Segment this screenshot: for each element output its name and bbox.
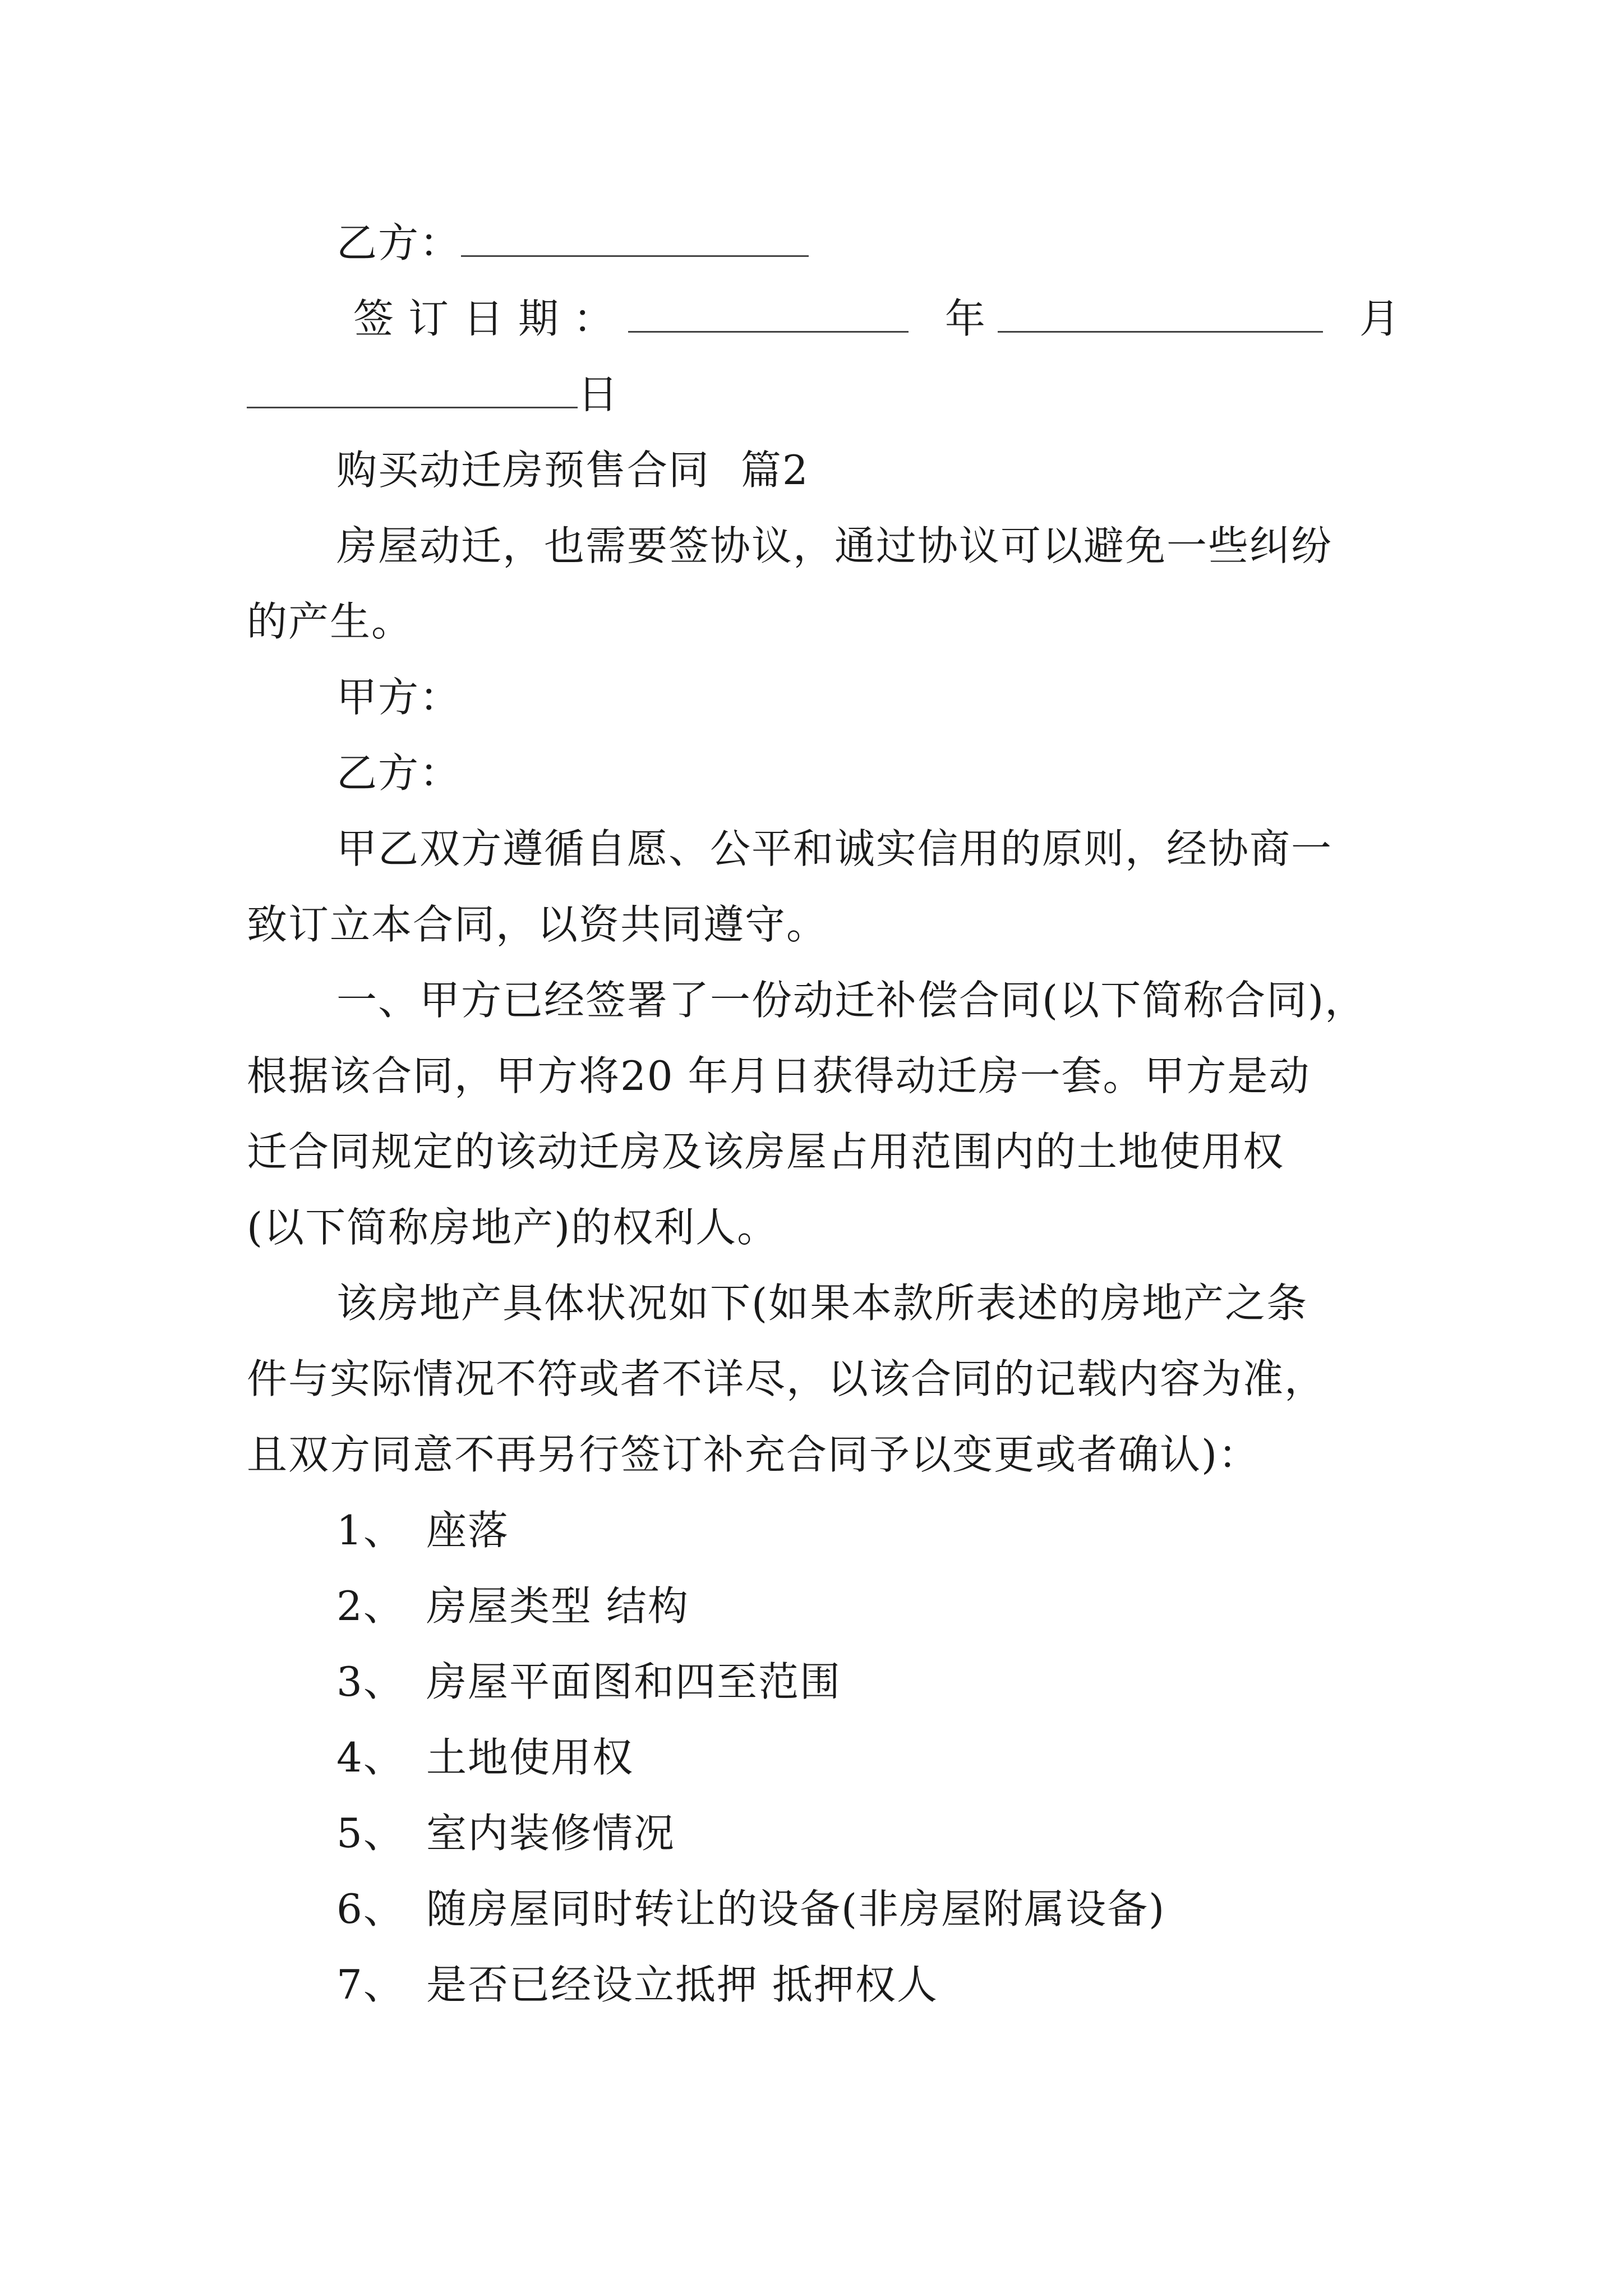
clause1-line-2: 根据该合同，甲方将20 年月日获得动迁房一套。甲方是动	[247, 1052, 1311, 1099]
list-item-text: 室内装修情况	[426, 1810, 676, 1857]
list-item-text: 随房屋同时转让的设备(非房屋附属设备)	[426, 1885, 1166, 1932]
intro-line-2: 的产生。	[247, 598, 413, 645]
signing-date-line	[353, 292, 1401, 346]
list-item-number: 6、	[336, 1885, 405, 1932]
property-desc-line-2: 件与实际情况不符或者不详尽，以该合同的记载内容为准，	[247, 1355, 1326, 1402]
party-b-blank	[461, 216, 809, 257]
list-item	[336, 1503, 509, 1557]
list-item	[336, 1655, 841, 1709]
list-item-number: 4、	[336, 1734, 405, 1781]
clause1-line-3: 迁合同规定的该动迁房及该房屋占用范围内的土地使用权	[247, 1128, 1285, 1175]
year-label: 年	[944, 295, 986, 342]
day-label: 日	[578, 371, 620, 418]
list-item-number: 7、	[336, 1961, 405, 2008]
party-b-label: 乙方：	[336, 219, 462, 266]
clause1-line-1: 一、甲方已经签署了一份动迁补偿合同(以下简称合同)，	[336, 977, 1367, 1024]
property-desc-line-1: 该房地产具体状况如下(如果本款所表述的房地产之条	[336, 1280, 1308, 1327]
party-b-signature-line	[336, 216, 809, 270]
day-blank	[247, 367, 578, 408]
principle-line-1: 甲乙双方遵循自愿、公平和诚实信用的原则，经协商一	[336, 825, 1333, 872]
list-item-text: 是否已经设立抵押 抵押权人	[426, 1961, 938, 2008]
list-item-text: 土地使用权	[426, 1734, 634, 1781]
list-item-number: 2、	[336, 1582, 405, 1630]
title-text: 购买动迁房预售合同	[336, 447, 711, 494]
year-blank	[628, 292, 909, 333]
party-a-line: 甲方：	[336, 674, 462, 721]
list-item-text: 房屋平面图和四至范围	[426, 1658, 842, 1705]
list-item	[336, 1882, 1165, 1936]
intro-line-1: 房屋动迁，也需要签协议，通过协议可以避免一些纠纷	[336, 522, 1333, 569]
list-item-text: 房屋类型 结构	[426, 1582, 689, 1630]
month-label: 月	[1359, 295, 1401, 342]
date-label: 签订日期：	[353, 295, 629, 342]
section-title	[336, 443, 809, 497]
list-item	[336, 1958, 938, 2012]
list-item-number: 3、	[336, 1658, 405, 1705]
month-blank	[998, 292, 1323, 333]
list-item	[336, 1579, 689, 1633]
list-item	[336, 1731, 634, 1784]
list-item-text: 座落	[426, 1507, 510, 1554]
article-number: 篇2	[740, 447, 809, 494]
property-desc-line-3: 且双方同意不再另行签订补充合同予以变更或者确认)：	[247, 1431, 1260, 1478]
party-b-line: 乙方：	[336, 749, 462, 797]
clause1-line-4: (以下简称房地产)的权利人。	[247, 1204, 779, 1251]
day-line	[247, 367, 619, 421]
list-item-number: 5、	[336, 1810, 405, 1857]
principle-line-2: 致订立本合同，以资共同遵守。	[247, 901, 828, 948]
list-item-number: 1、	[336, 1507, 405, 1554]
list-item	[336, 1806, 675, 1860]
